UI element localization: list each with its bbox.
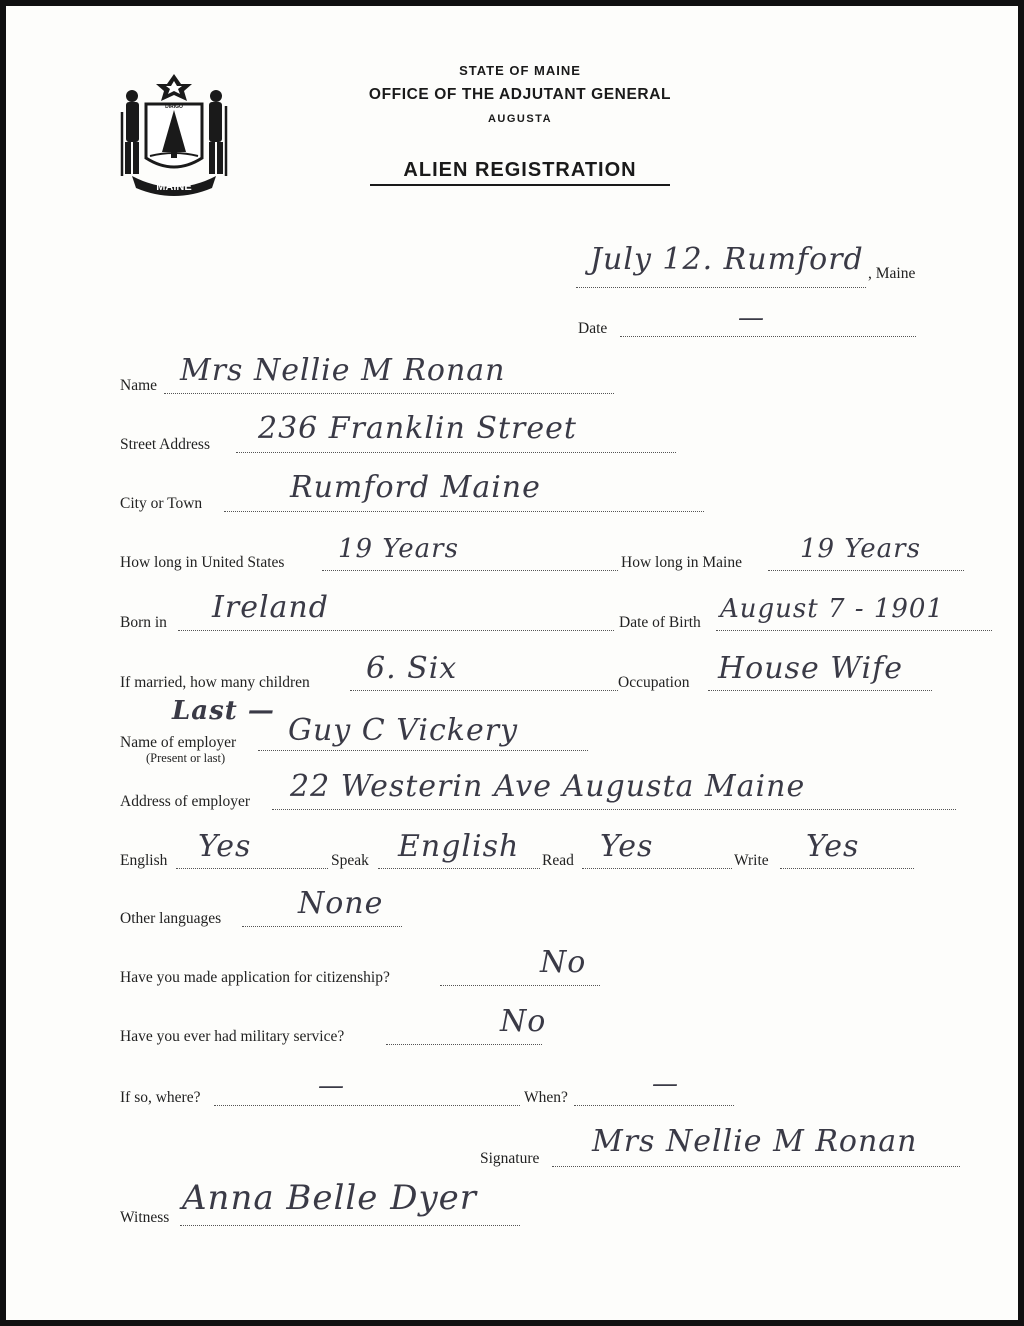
- name-value: Mrs Nellie M Ronan: [180, 353, 506, 388]
- name-line: [164, 393, 614, 394]
- children-label: If married, how many children: [120, 674, 310, 691]
- speak-line: [378, 868, 540, 869]
- read-line: [582, 868, 732, 869]
- city-line: [224, 511, 704, 512]
- years-in-maine-line: [768, 570, 964, 571]
- years-in-us-line: [322, 570, 618, 571]
- born-in-line: [178, 630, 614, 631]
- read-label: Read: [542, 852, 574, 869]
- city-heading: AUGUSTA: [487, 113, 553, 125]
- witness-line: [180, 1225, 520, 1226]
- military-service-value: No: [500, 1004, 547, 1039]
- occupation-label: Occupation: [618, 674, 690, 691]
- children-value: 6. Six: [366, 651, 458, 686]
- years-in-us-value: 19 Years: [338, 534, 459, 564]
- other-languages-label: Other languages: [120, 910, 222, 927]
- date-of-birth-line: [716, 630, 992, 631]
- occupation-line: [708, 690, 932, 691]
- born-in-value: Ireland: [212, 590, 329, 625]
- employer-sublabel: (Present or last): [146, 751, 226, 765]
- where-value: —: [318, 1071, 345, 1101]
- other-languages-value: None: [298, 886, 384, 921]
- when-line: [574, 1105, 734, 1106]
- years-in-maine-value: 19 Years: [800, 534, 921, 564]
- where-label: If so, where?: [120, 1089, 201, 1106]
- write-label: Write: [734, 852, 769, 869]
- military-service-label: Have you ever had military service?: [120, 1028, 345, 1045]
- when-value: —: [652, 1069, 679, 1099]
- where-line: [214, 1105, 520, 1106]
- employer-value: Guy C Vickery: [288, 713, 519, 748]
- years-in-maine-label: How long in Maine: [621, 554, 742, 571]
- witness-label: Witness: [120, 1209, 170, 1226]
- other-languages-line: [242, 926, 402, 927]
- employer-note: Last —: [172, 696, 275, 726]
- street-address-line: [236, 452, 676, 453]
- children-line: [350, 690, 618, 691]
- occupation-value: House Wife: [718, 651, 903, 686]
- form-title: ALIEN REGISTRATION: [370, 159, 670, 186]
- read-value: Yes: [600, 829, 654, 864]
- citizenship-line: [440, 985, 600, 986]
- date-of-birth-label: Date of Birth: [619, 614, 701, 631]
- employer-address-line: [272, 809, 956, 810]
- name-label: Name: [120, 377, 158, 394]
- when-label: When?: [524, 1089, 568, 1106]
- signature-line: [552, 1166, 960, 1167]
- city-value: Rumford Maine: [290, 470, 541, 505]
- employer-address-value: 22 Westerin Ave Augusta Maine: [290, 769, 806, 804]
- street-address-label: Street Address: [120, 436, 210, 453]
- signature-label: Signature: [480, 1150, 540, 1167]
- citizenship-value: No: [540, 945, 587, 980]
- signature-value: Mrs Nellie M Ronan: [592, 1124, 918, 1159]
- street-address-value: 236 Franklin Street: [258, 411, 577, 446]
- state-heading: STATE OF MAINE: [459, 63, 581, 78]
- military-service-line: [386, 1044, 542, 1045]
- place-line: [576, 287, 866, 288]
- place-value: July 12. Rumford: [590, 242, 864, 277]
- date-line: [620, 336, 916, 337]
- office-heading: OFFICE OF THE ADJUTANT GENERAL: [368, 86, 672, 103]
- english-value: Yes: [198, 829, 252, 864]
- employer-label: Name of employer: [120, 734, 237, 751]
- witness-value: Anna Belle Dyer: [182, 1178, 478, 1218]
- english-line: [176, 868, 328, 869]
- write-line: [780, 868, 914, 869]
- employer-line: [258, 750, 588, 751]
- english-label: English: [120, 852, 168, 869]
- years-in-us-label: How long in United States: [120, 554, 285, 571]
- citizenship-label: Have you made application for citizenship?: [120, 969, 390, 986]
- date-of-birth-value: August 7 - 1901: [720, 594, 944, 624]
- seal-banner-text: MAINE: [156, 181, 192, 193]
- place-suffix-label: , Maine: [868, 265, 916, 282]
- write-value: Yes: [806, 829, 860, 864]
- seal-motto-text: DIRIGO: [165, 104, 183, 110]
- speak-label: Speak: [331, 852, 369, 869]
- born-in-label: Born in: [120, 614, 167, 631]
- city-label: City or Town: [120, 495, 203, 512]
- date-value: —: [738, 303, 765, 333]
- date-label: Date: [578, 320, 608, 337]
- employer-address-label: Address of employer: [120, 793, 250, 810]
- maine-state-seal-icon: [118, 72, 230, 198]
- speak-value: English: [398, 829, 520, 864]
